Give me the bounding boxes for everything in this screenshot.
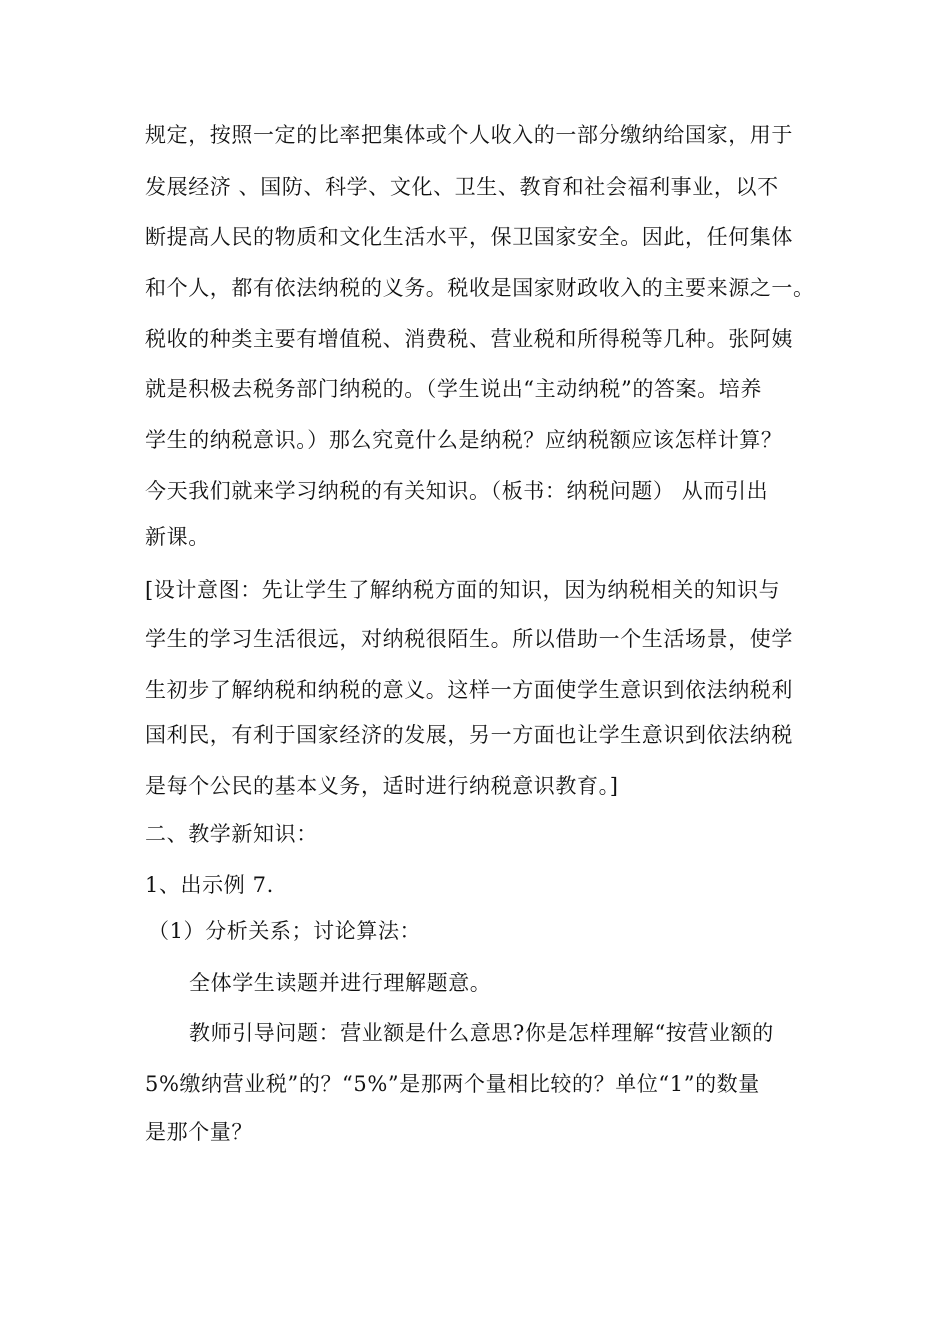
teacher-guide-line-3: 是那个量？: [145, 1120, 253, 1144]
design-intent-line-5: 是每个公民的基本义务，适时进行纳税意识教育。]: [145, 774, 619, 798]
design-intent-line-4: 国利民，有利于国家经济的发展，另一方面也让学生意识到依法纳税: [145, 723, 793, 747]
intro-line-8: 今天我们就来学习纳税的有关知识。（板书：纳税问题） 从而引出: [145, 479, 769, 503]
intro-line-2: 发展经济 、国防、科学、文化、卫生、教育和社会福利事业，以不: [145, 175, 779, 199]
example-heading: 1、出示例 7.: [145, 873, 274, 897]
design-intent-line-2: 学生的学习生活很远，对纳税很陌生。所以借助一个生活场景，使学: [145, 627, 793, 651]
intro-line-9: 新课。: [145, 525, 210, 549]
intro-line-3: 断提高人民的物质和文化生活水平，保卫国家安全。因此，任何集体: [145, 225, 793, 249]
read-task-text: 全体学生读题并进行理解题意。: [189, 971, 492, 995]
intro-line-7: 学生的纳税意识。）那么究竟什么是纳税？应纳税额应该怎样计算？: [145, 428, 783, 452]
intro-line-4: 和个人，都有依法纳税的义务。税收是国家财政收入的主要来源之一。: [145, 276, 815, 300]
design-intent-line-3: 生初步了解纳税和纳税的意义。这样一方面使学生意识到依法纳税利: [145, 678, 793, 702]
intro-line-6: 就是积极去税务部门纳税的。（学生说出“主动纳税”的答案。培养: [145, 377, 762, 401]
teacher-guide-line-1: 教师引导问题：营业额是什么意思?你是怎样理解“按营业额的: [189, 1021, 774, 1045]
design-intent-line-1: [设计意图：先让学生了解纳税方面的知识，因为纳税相关的知识与: [145, 578, 781, 602]
intro-line-5: 税收的种类主要有增值税、消费税、营业税和所得税等几种。张阿姨: [145, 327, 793, 351]
intro-line-1: 规定，按照一定的比率把集体或个人收入的一部分缴纳给国家，用于: [145, 123, 793, 147]
teacher-guide-line-2: 5%缴纳营业税”的？“5%”是那两个量相比较的？单位“1”的数量: [145, 1072, 760, 1096]
sub-heading: （1）分析关系；讨论算法：: [148, 919, 422, 943]
section-heading: 二、教学新知识：: [145, 822, 318, 846]
